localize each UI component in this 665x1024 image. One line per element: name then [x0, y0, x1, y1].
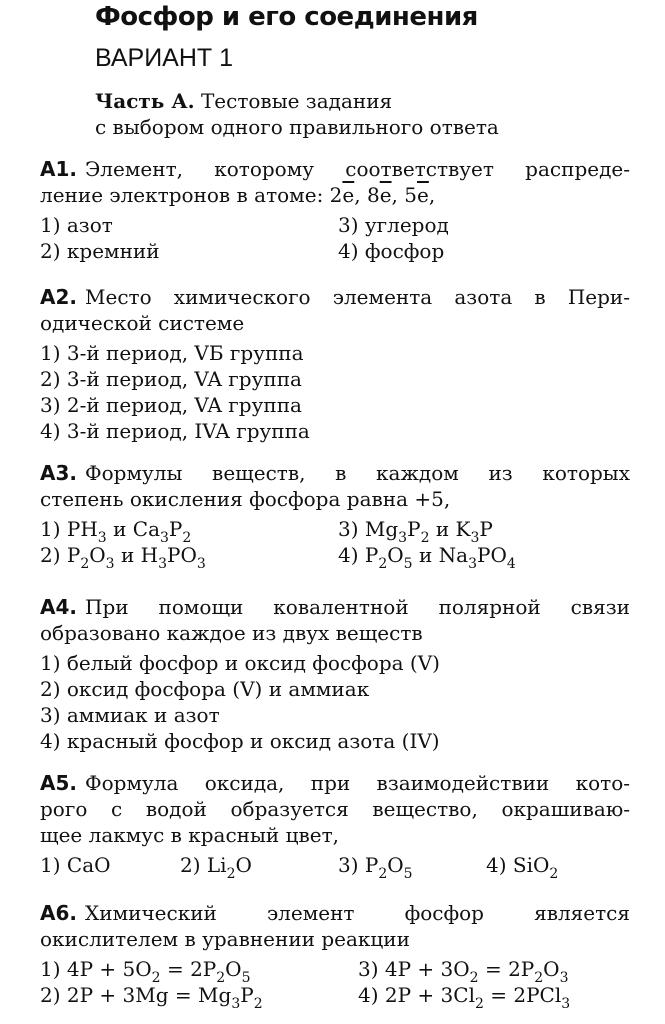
option-3[interactable]: 3) 2-й период, VA группа [40, 393, 302, 417]
question-number: А4. [40, 595, 77, 619]
subscript: 2 [474, 996, 484, 1012]
subscript: 3 [398, 530, 408, 546]
question-stem [40, 900, 630, 952]
option-4[interactable]: 4) красный фосфор и оксид азота (IV) [40, 729, 440, 753]
question-number: А6. [40, 901, 77, 925]
formula-text: 4) 2P + 3Cl [358, 983, 475, 1007]
subscript: 2 [469, 970, 479, 986]
formula-text: P [168, 517, 183, 541]
subscript: 2 [378, 556, 388, 572]
stem-line-3: щее лакмус в красный цвет, [40, 823, 339, 847]
formula-text: O [387, 853, 404, 877]
formula-text: O [543, 957, 560, 981]
formula-text: 1) 4P + 5O [40, 957, 152, 981]
formula-text: PO [167, 543, 197, 567]
stem-text: , [428, 183, 436, 207]
option-1[interactable]: 1) азот [40, 213, 113, 237]
formula-text: и Ca [106, 517, 160, 541]
option-row [40, 238, 630, 264]
formula-text: O [387, 543, 404, 567]
question-a5 [40, 770, 630, 882]
option-1[interactable] [40, 956, 251, 986]
formula-text: P [240, 983, 254, 1007]
subscript: 2 [253, 996, 263, 1012]
page-title: Фосфор и его соединения [95, 2, 478, 32]
subscript: 3 [97, 530, 107, 546]
subscript: 3 [559, 970, 569, 986]
formula-text: и H [114, 543, 159, 567]
formula-text: 4) P [338, 543, 379, 567]
formula-text: = 2PCl [483, 983, 562, 1007]
formula-text: 3) P [338, 853, 379, 877]
formula-text: 3) 4P + 3O [358, 957, 470, 981]
option-row [40, 212, 630, 238]
stem-line-2: одической системе [40, 311, 245, 335]
subscript: 2 [534, 970, 544, 986]
stem-text: ление электронов в атоме: 2 [40, 183, 343, 207]
part-heading [95, 88, 635, 140]
formula-text: P [479, 517, 493, 541]
stem-text: , 5 [391, 183, 417, 207]
question-a4 [40, 594, 630, 754]
subscript: 3 [160, 530, 169, 546]
question-stem [40, 460, 630, 512]
formula-text: O [235, 853, 252, 877]
question-a6 [40, 900, 630, 1012]
option-3[interactable] [358, 956, 569, 986]
option-3[interactable]: 3) аммиак и азот [40, 703, 220, 727]
stem-text: Элемент, которому соответствует распреде- [85, 157, 630, 181]
subscript: 3 [196, 556, 206, 572]
subscript: 5 [241, 970, 251, 986]
formula-text: 2) 2P + 3Mg = Mg [40, 983, 232, 1007]
stem-line-1 [40, 900, 630, 926]
formula-text: 1) PH [40, 517, 98, 541]
option-3[interactable] [338, 516, 493, 546]
stem-line-2 [40, 182, 630, 208]
part-heading-line-2: с выбором одного правильного ответа [95, 115, 499, 139]
variant-label: ВАРИАНТ 1 [95, 44, 234, 72]
formula-text: PO [476, 543, 507, 567]
option-1[interactable] [40, 516, 192, 546]
option-1[interactable]: 1) белый фосфор и оксид фосфора (V) [40, 651, 440, 675]
subscript: 2 [151, 970, 161, 986]
stem-line-1 [40, 770, 630, 796]
subscript: 2 [549, 866, 559, 882]
option-1[interactable]: 1) CaO [40, 853, 111, 877]
subscript: 2 [378, 866, 388, 882]
subscript: 5 [403, 556, 413, 572]
formula-text: O [225, 957, 242, 981]
option-2[interactable] [40, 542, 206, 572]
stem-line-2: степень окисления фосфора равна +5, [40, 487, 451, 511]
answer-options [40, 340, 630, 444]
question-stem [40, 770, 630, 848]
option-row [40, 982, 630, 1012]
part-label: Часть А. [95, 89, 195, 113]
stem-text: Место химического элемента азота в Пери- [85, 285, 630, 309]
question-stem [40, 156, 630, 208]
electron-symbol: $\overline{e}$ [342, 183, 355, 207]
option-3[interactable] [338, 852, 413, 882]
stem-line-2: окислителем в уравнении реакции [40, 927, 410, 951]
formula-text: и Na [412, 543, 469, 567]
question-a1 [40, 156, 630, 264]
option-3[interactable]: 3) углерод [338, 213, 449, 237]
subscript: 2 [80, 556, 90, 572]
subscript: 4 [506, 556, 516, 572]
electron-symbol: $\overline{e}$ [379, 183, 392, 207]
option-4[interactable]: 4) 3-й период, IVA группа [40, 419, 310, 443]
formula-text: = 2P [478, 957, 535, 981]
subscript: 3 [105, 556, 115, 572]
part-title: Тестовые задания [200, 89, 393, 113]
option-4[interactable] [358, 982, 571, 1012]
answer-options [40, 650, 630, 754]
formula-text: = 2P [160, 957, 217, 981]
stem-text: Химический элемент фосфор является [85, 901, 630, 925]
electron-symbol: $\overline{e}$ [417, 183, 429, 207]
option-row [40, 516, 630, 546]
stem-line-2: образовано каждое из двух веществ [40, 621, 423, 645]
question-number: А3. [40, 461, 77, 485]
answer-options [40, 852, 630, 882]
question-number: А5. [40, 771, 77, 795]
option-4[interactable] [486, 852, 559, 882]
option-2[interactable]: 2) кремний [40, 239, 160, 263]
stem-text: , 8 [354, 183, 380, 207]
formula-text: P [407, 517, 421, 541]
stem-line-1 [40, 594, 630, 620]
subscript: 3 [231, 996, 241, 1012]
question-stem [40, 594, 630, 646]
option-2[interactable] [40, 982, 263, 1012]
option-2[interactable]: 2) оксид фосфора (V) и аммиак [40, 677, 370, 701]
formula-text: 2) Li [180, 853, 227, 877]
stem-text: Формулы веществ, в каждом из которых [85, 461, 630, 485]
option-2[interactable] [180, 852, 252, 882]
question-number: А2. [40, 285, 77, 309]
formula-text: O [89, 543, 106, 567]
stem-text: При помощи ковалентной полярной связи [85, 595, 630, 619]
subscript: 2 [182, 530, 192, 546]
answer-options [40, 516, 630, 572]
formula-text: 4) SiO [486, 853, 550, 877]
option-4[interactable]: 4) фосфор [338, 239, 445, 263]
stem-line-1 [40, 460, 630, 486]
question-a2 [40, 284, 630, 444]
subscript: 2 [226, 866, 236, 882]
option-row [40, 852, 630, 882]
subscript: 2 [216, 970, 226, 986]
option-1[interactable]: 1) 3-й период, VБ группа [40, 341, 304, 365]
stem-line-2: рого с водой образуется вещество, окрашиваю- [40, 797, 630, 821]
stem-line-1 [40, 284, 630, 310]
subscript: 3 [158, 556, 168, 572]
formula-text: 3) Mg [338, 517, 399, 541]
subscript: 5 [403, 866, 413, 882]
subscript: 3 [470, 530, 480, 546]
question-stem [40, 284, 630, 336]
subscript: 3 [561, 996, 571, 1012]
answer-options [40, 956, 630, 1012]
question-number: А1. [40, 157, 77, 181]
answer-options [40, 212, 630, 264]
question-a3 [40, 460, 630, 572]
subscript: 2 [420, 530, 430, 546]
option-2[interactable]: 2) 3-й период, VA группа [40, 367, 302, 391]
subscript: 3 [468, 556, 477, 572]
option-row [40, 542, 630, 572]
stem-text: Формула оксида, при взаимодействии кото- [85, 771, 630, 795]
formula-text: и K [429, 517, 471, 541]
stem-line-1 [40, 156, 630, 182]
option-4[interactable] [338, 542, 516, 572]
formula-text: 2) P [40, 543, 81, 567]
part-heading-line-1 [95, 88, 635, 114]
option-row [40, 956, 630, 986]
